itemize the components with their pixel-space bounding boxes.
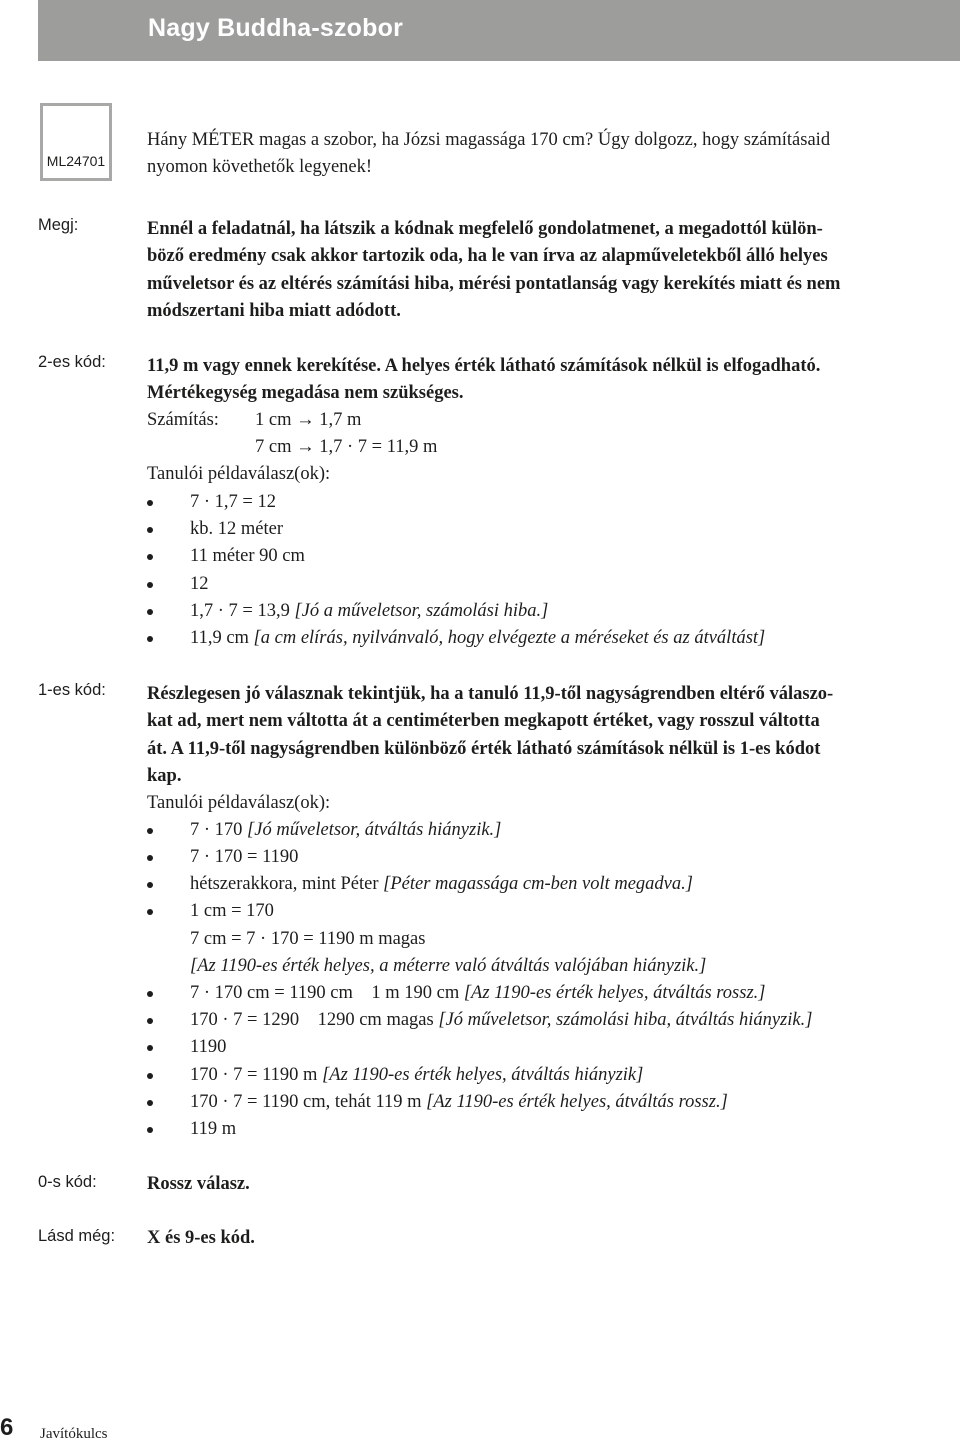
code1-label: 1-es kód: [38, 681, 106, 699]
example-text: 1 cm = 170 [190, 901, 274, 921]
see-also-text: X és 9-es kód. [147, 1228, 255, 1248]
example-text: 11,9 cm [190, 628, 254, 648]
note-line: böző eredmény csak akkor tartozik oda, ha le van írva az alapműveletekből álló helyes [147, 246, 828, 267]
bullet-icon [147, 500, 153, 506]
code1-line: Részlegesen jó válasznak tekintjük, ha a tanuló 11,9-től nagyságrendben eltérő válaszo- [147, 684, 834, 704]
example-text: 170 · 7 = 1190 m [190, 1065, 323, 1085]
bullet-icon [147, 1018, 153, 1024]
continuation-note: [Az 1190-es érték helyes, a méterre való átváltás valójában hiányzik.] [190, 956, 707, 976]
note-line: módszertani hiba miatt adódott. [147, 300, 401, 321]
example-text: kb. 12 méter [190, 519, 283, 539]
code1-description [147, 681, 955, 790]
note-line: Ennél a feladatnál, ha látszik a kódnak megfelelő gondolatmenet, a megadottól külön- [147, 219, 823, 239]
code2-label: 2-es kód: [38, 353, 106, 371]
example-text: hétszerakkora, mint Péter [190, 874, 384, 894]
bullet-icon [147, 609, 153, 615]
continuation-line: 7 cm = 7 · 170 = 1190 m magas [190, 929, 426, 949]
bullet-icon [147, 636, 153, 642]
title-bar [38, 0, 960, 61]
calc-label: Számítás: [147, 410, 219, 430]
footer-label: Javítókulcs [40, 1426, 108, 1442]
bullet-icon [147, 582, 153, 588]
example-note: [Jó műveletsor, átváltás hiányzik.] [247, 820, 502, 840]
example-note: [a cm elírás, nyilvánvaló, hogy elvégezte a méréseket és az átváltást] [253, 628, 766, 648]
code1-line: kap. [147, 765, 182, 786]
bullet-icon [147, 1100, 153, 1106]
question-line: Hány MÉTER magas a szobor, ha Józsi magassága 170 cm? Úgy dolgozz, hogy számításaid [147, 130, 831, 150]
example-note: [Az 1190-es érték helyes, átváltás rossz.] [463, 983, 766, 1003]
example-text: 119 m [190, 1119, 237, 1139]
example-text: 170 · 7 = 1190 cm, tehát 119 m [190, 1092, 427, 1112]
question-line: nyomon követhetők legyenek! [147, 157, 373, 178]
calc-line-2: 7 cm → 1,7 · 7 = 11,9 m [255, 437, 438, 457]
note-line: műveletsor és az eltérés számítási hiba, mérési pontatlanság vagy kerekítés miatt és nem [147, 273, 841, 294]
example-note: [Jó műveletsor, számolási hiba, átváltás hiányzik.] [438, 1010, 813, 1030]
note-label: Megj: [38, 216, 79, 234]
example-note: [Az 1190-es érték helyes, átváltás hiányzik] [322, 1065, 644, 1085]
code2-line: Mértékegység megadása nem szükséges. [147, 383, 464, 404]
example-text: 7 · 170 cm = 1190 cm 1 m 190 cm [190, 983, 464, 1003]
note-paragraph [147, 216, 955, 325]
bullet-icon [147, 828, 153, 834]
page-number: 6 [0, 1414, 14, 1441]
example-text: 7 · 170 = 1190 [190, 847, 299, 867]
example-text: 170 · 7 = 1290 1290 cm magas [190, 1010, 439, 1030]
see-also-label: Lásd még: [38, 1227, 116, 1245]
bullet-icon [147, 855, 153, 861]
example-text: 1190 [190, 1037, 227, 1057]
examples-label: Tanulói példaválasz(ok): [147, 464, 331, 484]
example-note: [Az 1190-es érték helyes, átváltás rossz.] [426, 1092, 728, 1112]
question [147, 127, 957, 182]
code1-line: át. A 11,9-től nagyságrendben különböző érték látható számítások nélkül is 1-es kódot [147, 738, 821, 759]
example-text: 7 · 1,7 = 12 [190, 492, 276, 512]
item-code-box [40, 103, 112, 181]
bullet-icon [147, 527, 153, 533]
example-note: [Jó a műveletsor, számolási hiba.] [294, 601, 549, 621]
bullet-icon [147, 1045, 153, 1051]
example-note: [Péter magassága cm-ben volt megadva.] [383, 874, 693, 894]
item-code: ML24701 [46, 153, 106, 169]
example-text: 7 · 170 [190, 820, 248, 840]
code0-text: Rossz válasz. [147, 1174, 250, 1194]
bullet-icon [147, 991, 153, 997]
page-title: Nagy Buddha-szobor [148, 14, 403, 42]
examples-label: Tanulói példaválasz(ok): [147, 793, 331, 813]
bullet-icon [147, 882, 153, 888]
example-text: 1,7 · 7 = 13,9 [190, 601, 295, 621]
example-text: 12 [190, 574, 209, 594]
bullet-icon [147, 1127, 153, 1133]
bullet-icon [147, 909, 153, 915]
calc-line-1: 1 cm → 1,7 m [255, 410, 362, 430]
example-text: 11 méter 90 cm [190, 546, 305, 566]
code2-line: 11,9 m vagy ennek kerekítése. A helyes érték látható számítások nélkül is elfogadható. [147, 356, 821, 376]
bullet-icon [147, 1073, 153, 1079]
code2-description [147, 353, 820, 408]
code0-label: 0-s kód: [38, 1173, 97, 1191]
bullet-icon [147, 554, 153, 560]
code1-line: kat ad, mert nem váltotta át a centiméterben megkapott értéket, vagy rosszul váltotta [147, 711, 820, 732]
